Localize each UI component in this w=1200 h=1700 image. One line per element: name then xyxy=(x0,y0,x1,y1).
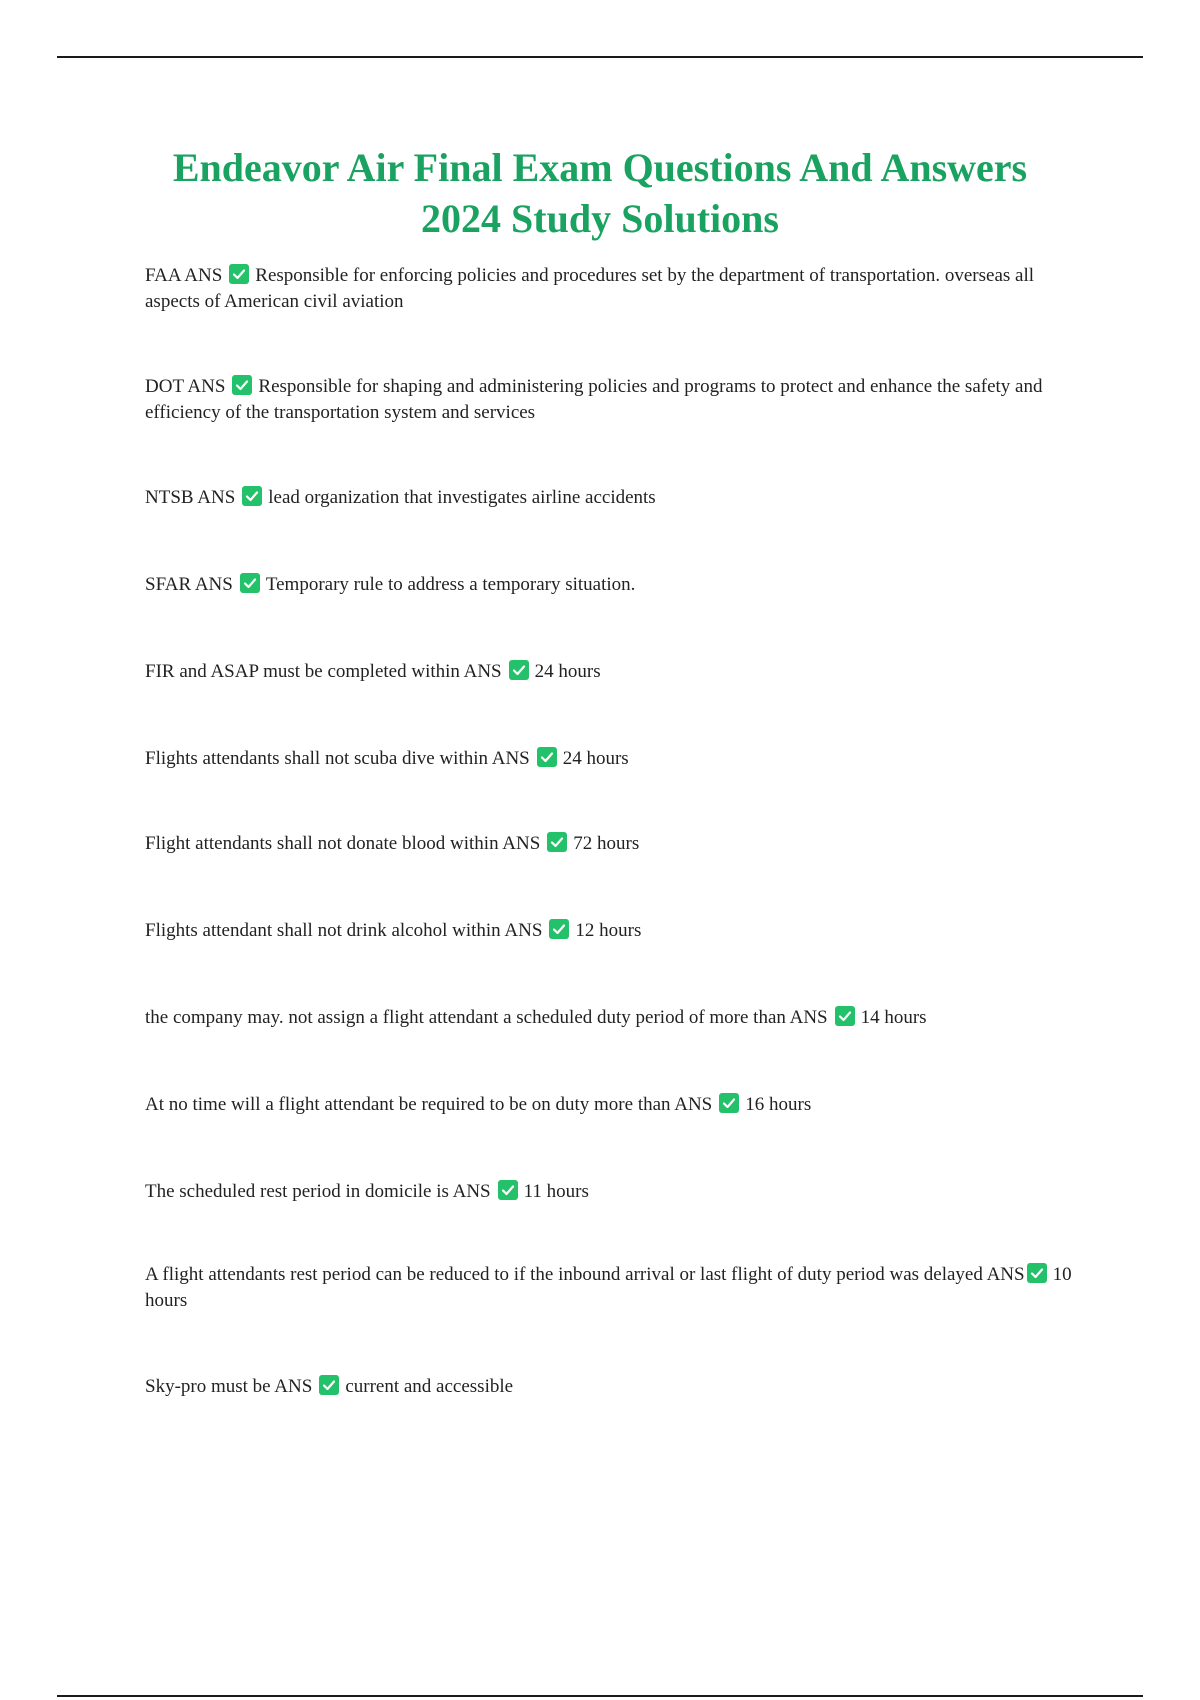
title-line-2: 2024 Study Solutions xyxy=(421,196,779,241)
answer-text: lead organization that investigates airline accidents xyxy=(268,487,656,508)
check-mark-icon xyxy=(319,1375,339,1395)
question-text: NTSB ANS xyxy=(145,487,236,508)
answer-text: 14 hours xyxy=(860,1007,927,1028)
question-text: FAA ANS xyxy=(145,265,223,286)
qa-item xyxy=(145,746,1075,772)
check-mark-icon xyxy=(232,375,252,395)
answer-text: 11 hours xyxy=(523,1181,589,1202)
qa-item xyxy=(145,1179,1075,1205)
answer-text: Responsible for shaping and administering policies and programs to protect and enhance the safety and efficiency of the transportation system and services xyxy=(145,376,1043,423)
check-mark-icon xyxy=(537,747,557,767)
bottom-rule xyxy=(57,1695,1143,1697)
answer-text: 72 hours xyxy=(573,833,640,854)
check-mark-icon xyxy=(835,1006,855,1026)
document-title xyxy=(100,142,1100,244)
question-text: DOT ANS xyxy=(145,376,226,397)
qa-item xyxy=(145,572,1075,598)
answer-text: Responsible for enforcing policies and procedures set by the department of transportation. overseas all aspects of American civil aviation xyxy=(145,265,1035,312)
question-text: The scheduled rest period in domicile is ANS xyxy=(145,1181,491,1202)
check-mark-icon xyxy=(229,264,249,284)
question-text: A flight attendants rest period can be reduced to if the inbound arrival or last flight of duty period was delayed ANS xyxy=(145,1264,1025,1285)
qa-item xyxy=(145,918,1075,944)
check-mark-icon xyxy=(547,832,567,852)
question-text: the company may. not assign a flight attendant a scheduled duty period of more than ANS xyxy=(145,1007,828,1028)
qa-item xyxy=(145,485,1075,511)
qa-item xyxy=(145,831,1075,857)
check-mark-icon xyxy=(240,573,260,593)
question-text: At no time will a flight attendant be required to be on duty more than ANS xyxy=(145,1094,713,1115)
qa-item xyxy=(145,1262,1075,1314)
top-rule xyxy=(57,56,1143,58)
check-mark-icon xyxy=(509,660,529,680)
answer-text: Temporary rule to address a temporary situation. xyxy=(265,574,636,595)
check-mark-icon xyxy=(549,919,569,939)
check-mark-icon xyxy=(242,486,262,506)
question-text: Flight attendants shall not donate blood within ANS xyxy=(145,833,541,854)
question-text: Sky-pro must be ANS xyxy=(145,1376,313,1397)
qa-item xyxy=(145,263,1075,315)
answer-text: 12 hours xyxy=(575,920,642,941)
answer-text: 24 hours xyxy=(534,661,601,682)
check-mark-icon xyxy=(719,1093,739,1113)
question-text: FIR and ASAP must be completed within ANS xyxy=(145,661,502,682)
check-mark-icon xyxy=(1027,1263,1047,1283)
question-text: Flights attendant shall not drink alcohol within ANS xyxy=(145,920,543,941)
answer-text: 24 hours xyxy=(562,748,629,769)
question-text: SFAR ANS xyxy=(145,574,233,595)
qa-item xyxy=(145,374,1075,426)
answer-text: 16 hours xyxy=(745,1094,812,1115)
qa-item xyxy=(145,1374,1075,1400)
answer-text: current and accessible xyxy=(345,1376,514,1397)
answer-text: 10 hours xyxy=(145,1264,1072,1311)
qa-item xyxy=(145,659,1075,685)
qa-item xyxy=(145,1092,1075,1118)
question-text: Flights attendants shall not scuba dive within ANS xyxy=(145,748,530,769)
qa-item xyxy=(145,1005,1075,1031)
check-mark-icon xyxy=(498,1180,518,1200)
title-line-1: Endeavor Air Final Exam Questions And Answers xyxy=(172,145,1028,190)
